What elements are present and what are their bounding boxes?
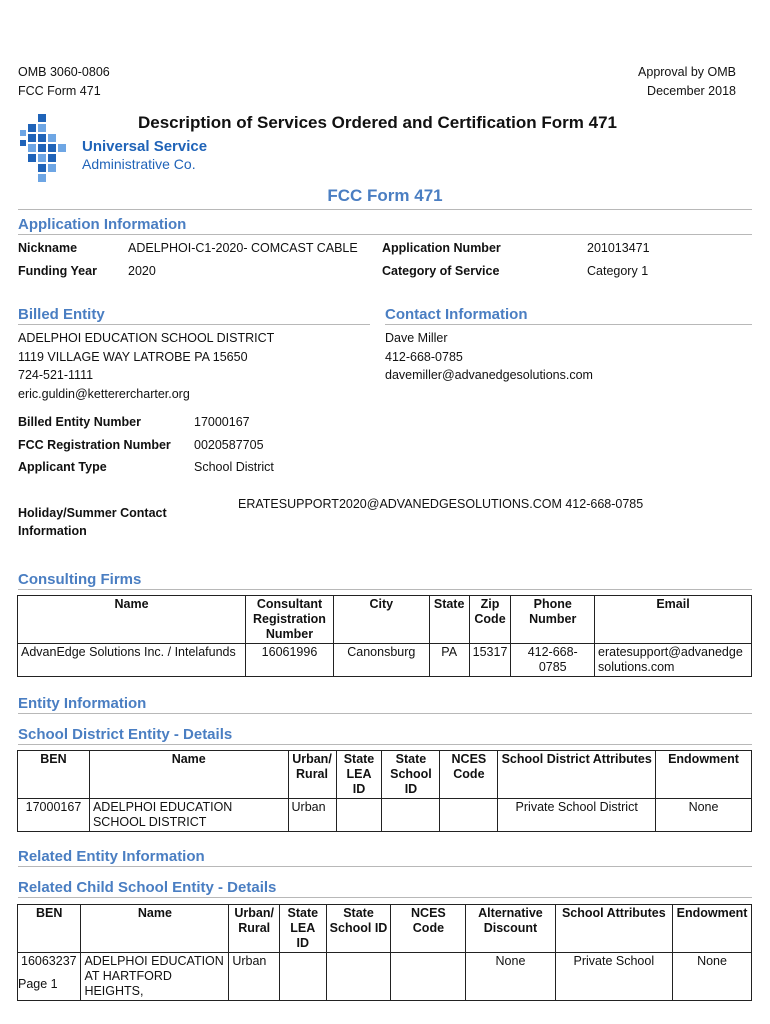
entity-sub-divider	[18, 744, 752, 745]
consulting-header-email: Email	[595, 596, 752, 644]
consulting-city: Canonsburg	[333, 644, 429, 677]
sd-header-name: Name	[89, 751, 288, 799]
billed-entity-title: Billed Entity	[18, 306, 105, 323]
table-row	[18, 644, 752, 677]
rc-header-endowment: Endowment	[673, 905, 752, 953]
applicant-type-value: School District	[194, 460, 274, 474]
related-child-table	[17, 904, 752, 1001]
sd-lea	[336, 799, 382, 832]
ben-value: 17000167	[194, 415, 250, 429]
funding-year-label: Funding Year	[18, 264, 97, 278]
fcc-reg-label: FCC Registration Number	[18, 438, 171, 452]
omb-number: OMB 3060-0806	[18, 65, 110, 79]
rc-urban: Urban	[229, 953, 280, 1001]
form-heading: FCC Form 471	[327, 186, 443, 205]
billed-entity-name: ADELPHOI EDUCATION SCHOOL DISTRICT	[18, 331, 275, 345]
nickname-value: ADELPHOI-C1-2020- COMCAST CABLE	[128, 241, 358, 255]
related-title: Related Entity Information	[18, 848, 205, 865]
consulting-zip: 15317	[469, 644, 511, 677]
rc-header-discount: Alternative Discount	[466, 905, 555, 953]
rc-name: ADELPHOI EDUCATION AT HARTFORD HEIGHTS,	[81, 953, 229, 1001]
usac-logo-icon	[16, 114, 72, 184]
consulting-header-phone: Phone Number	[511, 596, 595, 644]
rc-header-attributes: School Attributes	[555, 905, 673, 953]
applicant-type-label: Applicant Type	[18, 460, 107, 474]
rc-school-id	[326, 953, 391, 1001]
sd-urban: Urban	[288, 799, 336, 832]
sd-header-urban: Urban/ Rural	[288, 751, 336, 799]
rc-header-school-id: State School ID	[326, 905, 391, 953]
consulting-header-zip: Zip Code	[469, 596, 511, 644]
contact-title: Contact Information	[385, 306, 528, 323]
rc-ben: 16063237	[18, 953, 81, 1001]
consulting-reg: 16061996	[246, 644, 334, 677]
table-row	[18, 799, 752, 832]
rc-discount: None	[466, 953, 555, 1001]
logo-line-2: Administrative Co.	[82, 156, 196, 172]
sd-ben: 17000167	[18, 799, 90, 832]
school-district-table	[17, 750, 752, 832]
sd-school-id	[382, 799, 440, 832]
consulting-header-state: State	[429, 596, 469, 644]
approval-text: Approval by OMB	[638, 65, 736, 79]
sd-header-attributes: School District Attributes	[498, 751, 656, 799]
page-title: Description of Services Ordered and Certification Form 471	[138, 113, 617, 132]
consulting-table	[17, 595, 752, 677]
related-sub-divider	[18, 897, 752, 898]
heading-divider	[18, 209, 752, 210]
form-number: FCC Form 471	[18, 84, 101, 98]
contact-divider	[385, 324, 752, 325]
rc-header-nces: NCES Code	[391, 905, 466, 953]
holiday-label-1: Holiday/Summer Contact	[18, 506, 167, 520]
sd-header-lea: State LEA ID	[336, 751, 382, 799]
related-divider	[18, 866, 752, 867]
holiday-value: ERATESUPPORT2020@ADVANEDGESOLUTIONS.COM 412-668-0785	[238, 497, 644, 511]
billed-entity-divider	[18, 324, 370, 325]
nickname-label: Nickname	[18, 241, 78, 255]
consulting-divider	[18, 589, 752, 590]
sd-header-endowment: Endowment	[656, 751, 752, 799]
rc-lea	[280, 953, 327, 1001]
entity-title: Entity Information	[18, 695, 147, 712]
consulting-state: PA	[429, 644, 469, 677]
sd-header-school-id: State School ID	[382, 751, 440, 799]
consulting-header-name: Name	[18, 596, 246, 644]
consulting-name: AdvanEdge Solutions Inc. / Intelafunds	[18, 644, 246, 677]
funding-year-value: 2020	[128, 264, 156, 278]
logo-line-1: Universal Service	[82, 138, 208, 155]
application-divider	[18, 234, 752, 235]
consulting-title: Consulting Firms	[18, 571, 142, 588]
entity-divider	[18, 713, 752, 714]
fcc-reg-value: 0020587705	[194, 438, 264, 452]
billed-entity-email: eric.guldin@ketterercharter.org	[18, 387, 190, 401]
ben-label: Billed Entity Number	[18, 415, 141, 429]
contact-email: davemiller@advanedgesolutions.com	[385, 368, 593, 382]
consulting-phone: 412-668-0785	[511, 644, 595, 677]
billed-entity-address: 1119 VILLAGE WAY LATROBE PA 15650	[18, 350, 248, 364]
contact-name: Dave Miller	[385, 331, 448, 345]
rc-attributes: Private School	[555, 953, 673, 1001]
rc-header-urban: Urban/ Rural	[229, 905, 280, 953]
consulting-header-city: City	[333, 596, 429, 644]
rc-nces	[391, 953, 466, 1001]
rc-header-name: Name	[81, 905, 229, 953]
related-subtitle: Related Child School Entity - Details	[18, 879, 277, 896]
table-row	[18, 953, 752, 1001]
sd-header-nces: NCES Code	[440, 751, 498, 799]
rc-header-lea: State LEA ID	[280, 905, 327, 953]
sd-header-ben: BEN	[18, 751, 90, 799]
entity-subtitle: School District Entity - Details	[18, 726, 233, 743]
category-value: Category 1	[587, 264, 649, 278]
sd-attributes: Private School District	[498, 799, 656, 832]
rc-endowment: None	[673, 953, 752, 1001]
rc-header-ben: BEN	[18, 905, 81, 953]
consulting-header-reg: Consultant Registration Number	[246, 596, 334, 644]
sd-endowment: None	[656, 799, 752, 832]
billed-entity-phone: 724-521-1111	[18, 368, 94, 382]
consulting-email: eratesupport@advanedge solutions.com	[595, 644, 752, 677]
page-number: Page 1	[18, 977, 58, 991]
category-label: Category of Service	[382, 264, 500, 278]
sd-nces	[440, 799, 498, 832]
application-section-title: Application Information	[18, 216, 187, 233]
holiday-label-2: Information	[18, 524, 87, 538]
sd-name: ADELPHOI EDUCATION SCHOOL DISTRICT	[89, 799, 288, 832]
app-number-value: 201013471	[587, 241, 650, 255]
contact-phone: 412-668-0785	[385, 350, 463, 364]
approval-date: December 2018	[647, 84, 736, 98]
app-number-label: Application Number	[382, 241, 501, 255]
